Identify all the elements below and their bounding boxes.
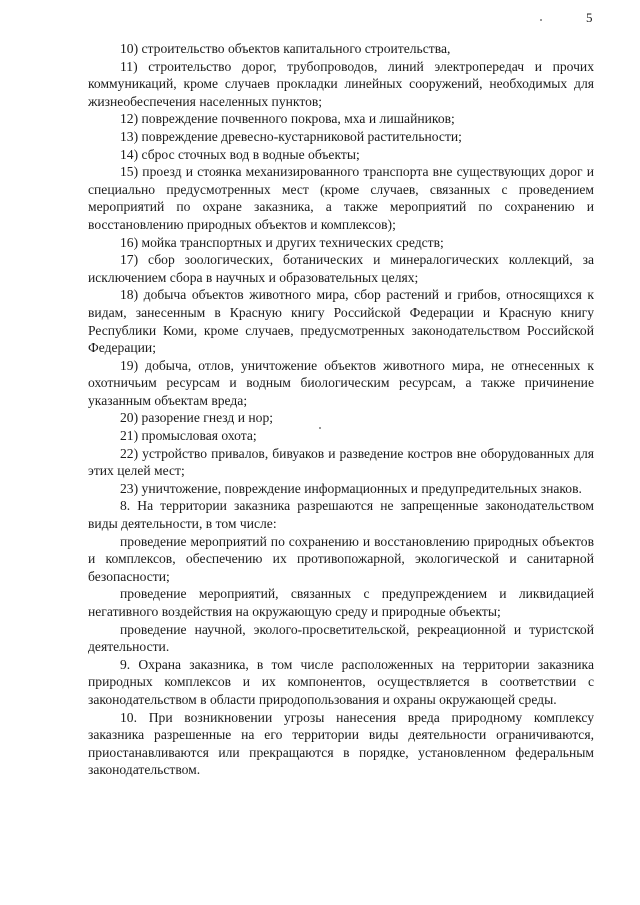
section-10-paragraph: 10. При возникновении угрозы нанесения вреда природному комплексу заказника разрешенные на его территории виды деятельности ограничиваются, приостанавливаются или прекращаются в порядке, установленном федеральным законодательством. [88,709,594,778]
paragraph-item-16: 16) мойка транспортных и других технических средств; [120,234,444,250]
section-9-paragraph: 9. Охрана заказника, в том числе расположенных на территории заказника природных комплексов и их компонентов, осуществляется в соответствии с законодательством в области природопользования и охраны окружающей среды. [88,656,594,707]
section-8-paragraph: 8. На территории заказника разрешаются не запрещенные законодательством виды деятельности, в том числе: [88,498,594,532]
paragraph-item-21: 21) промысловая охота; [120,428,257,444]
section-8-subparagraph-2: проведение мероприятий, связанных с предупреждением и ликвидацией негативного воздействия на окружающую среду и природные объекты; [88,586,594,619]
paragraph-item-13: 13) повреждение древесно-кустарниковой растительности; [120,128,462,144]
paragraph-item-18: 18) добыча объектов животного мира, сбор растений и грибов, относящихся к видам, занесенным в Красную книгу Российской Федерации и Красную книгу Республики Коми, кроме случаев, предусмотренных законодательством Российской Федерации; [88,287,594,356]
document-body [88,40,594,779]
page-number: 5 [586,10,593,25]
section-8-subparagraph-3: проведение научной, эколого-просветительской, рекреационной и туристской деятельности. [88,621,594,655]
section-8-subparagraph-1: проведение мероприятий по сохранению и восстановлению природных объектов и комплексов, обеспечению их противопожарной, экологической и санитарной безопасности; [88,533,594,584]
paragraph-item-11: 11) строительство дорог, трубопроводов, линий электропередач и прочих коммуникаций, кроме случаев прокладки линейных сооружений, необходимых для жизнеобеспечения населенных пунктов; [88,58,594,109]
paragraph-item-23: 23) уничтожение, повреждение информационных и предупредительных знаков. [120,480,582,496]
paragraph-item-20: 20) разорение гнезд и нор; [120,410,274,426]
paragraph-item-12: 12) повреждение почвенного покрова, мха и лишайников; [120,111,455,127]
paragraph-item-19: 19) добыча, отлов, уничтожение объектов животного мира, не отнесенных к охотничьим ресурсам и водным биологическим ресурсам, а также причинение указанным объектам вреда; [88,357,594,408]
paragraph-item-10: 10) строительство объектов капитального строительства, [120,41,451,56]
paragraph-item-17: 17) сбор зоологических, ботанических и минералогических коллекций, за исключением сбора в научных и образовательных целях; [88,252,594,285]
scan-speck [540,19,542,21]
paragraph-item-22: 22) устройство привалов, бивуаков и разведение костров вне оборудованных для этих целей мест; [88,445,594,479]
paragraph-item-14: 14) сброс сточных вод в водные объекты; [120,146,360,162]
paragraph-item-15: 15) проезд и стоянка механизированного транспорта вне существующих дорог и специально предусмотренных мест (кроме случаев, связанных с проведением мероприятий по охране заказника, а также мероприятий по сохранению и восстановлению природных объектов и комплексов); [88,164,594,232]
